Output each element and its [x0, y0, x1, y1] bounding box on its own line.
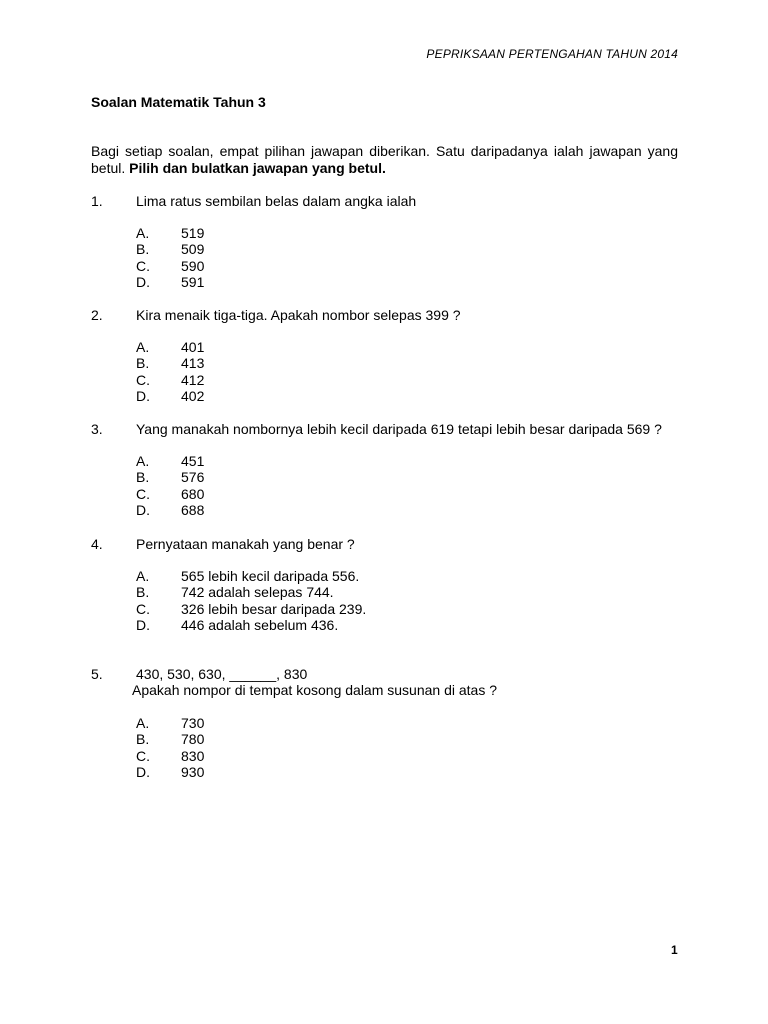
page-header: PEPRIKSAAN PERTENGAHAN TAHUN 2014 — [426, 47, 678, 61]
option-letter: B. — [136, 355, 150, 372]
question-text: Kira menaik tiga-tiga. Apakah nombor selepas 399 ? — [136, 307, 461, 323]
question-number: 2. — [91, 307, 103, 323]
option-text: 830 — [181, 747, 205, 764]
option-letter: D. — [136, 763, 150, 780]
option-letter: B. — [136, 469, 150, 486]
option-a[interactable] — [136, 339, 204, 355]
option-letter: C. — [136, 747, 150, 764]
option-letter: D. — [136, 273, 150, 290]
instruction-bold-text: Pilih dan bulatkan jawapan yang betul. — [129, 160, 386, 176]
option-letter: B. — [136, 241, 150, 258]
option-text: 742 adalah selepas 744. — [181, 584, 334, 601]
option-d[interactable] — [136, 617, 366, 633]
option-letter: C. — [136, 485, 150, 502]
option-a[interactable] — [136, 715, 204, 731]
question-number: 4. — [91, 536, 103, 552]
option-a[interactable] — [136, 453, 204, 469]
instruction-text: Bagi setiap soalan, empat pilihan jawapan diberikan. Satu daripadanya ialah jawapan yang betul. — [91, 143, 678, 176]
question-number: 3. — [91, 421, 103, 437]
option-text: 402 — [181, 387, 205, 404]
option-d[interactable] — [136, 388, 204, 404]
option-b[interactable] — [136, 355, 204, 371]
option-letter: B. — [136, 584, 150, 601]
option-text: 413 — [181, 355, 205, 372]
option-text: 688 — [181, 501, 205, 518]
option-c[interactable] — [136, 601, 366, 617]
option-letter: C. — [136, 371, 150, 388]
option-text: 401 — [181, 339, 205, 355]
instruction-paragraph — [91, 143, 678, 177]
options-list — [136, 225, 204, 290]
option-text: 591 — [181, 273, 205, 290]
option-c[interactable] — [136, 372, 204, 388]
option-text: 930 — [181, 763, 205, 780]
option-a[interactable] — [136, 225, 204, 241]
option-d[interactable] — [136, 502, 204, 518]
question-sequence: 430, 530, 630, ______, 830 — [136, 666, 308, 682]
options-list — [136, 339, 204, 404]
options-list — [136, 715, 204, 780]
question-text: Lima ratus sembilan belas dalam angka ialah — [136, 193, 417, 209]
option-text: 412 — [181, 371, 205, 388]
option-text: 576 — [181, 469, 205, 486]
option-letter: A. — [136, 225, 150, 241]
options-list — [136, 568, 366, 633]
option-d[interactable] — [136, 764, 204, 780]
option-text: 565 lebih kecil daripada 556. — [181, 568, 360, 584]
option-text: 780 — [181, 731, 205, 748]
option-letter: A. — [136, 453, 150, 469]
option-letter: C. — [136, 600, 150, 617]
option-letter: A. — [136, 568, 150, 584]
option-b[interactable] — [136, 241, 204, 257]
option-b[interactable] — [136, 584, 366, 600]
option-letter: B. — [136, 731, 150, 748]
question-text: Apakah nompor di tempat kosong dalam susunan di atas ? — [132, 682, 498, 698]
option-letter: D. — [136, 387, 150, 404]
option-c[interactable] — [136, 486, 204, 502]
document-title: Soalan Matematik Tahun 3 — [91, 94, 266, 110]
option-text: 519 — [181, 225, 205, 241]
question-text: Pernyataan manakah yang benar ? — [136, 536, 355, 552]
option-text: 451 — [181, 453, 205, 469]
option-letter: A. — [136, 715, 150, 731]
option-a[interactable] — [136, 568, 366, 584]
question-text: Yang manakah nombornya lebih kecil daripada 619 tetapi lebih besar daripada 569 ? — [136, 421, 662, 437]
option-text: 326 lebih besar daripada 239. — [181, 600, 367, 617]
option-text: 446 adalah sebelum 436. — [181, 616, 339, 633]
page-number: 1 — [671, 943, 678, 957]
option-letter: A. — [136, 339, 150, 355]
option-c[interactable] — [136, 258, 204, 274]
option-text: 730 — [181, 715, 205, 731]
option-letter: C. — [136, 257, 150, 274]
option-text: 509 — [181, 241, 205, 258]
option-text: 680 — [181, 485, 205, 502]
option-b[interactable] — [136, 731, 204, 747]
option-c[interactable] — [136, 748, 204, 764]
question-number: 1. — [91, 193, 103, 209]
option-d[interactable] — [136, 274, 204, 290]
question-number: 5. — [91, 666, 103, 682]
option-text: 590 — [181, 257, 205, 274]
option-letter: D. — [136, 616, 150, 633]
options-list — [136, 453, 204, 518]
option-b[interactable] — [136, 469, 204, 485]
option-letter: D. — [136, 501, 150, 518]
